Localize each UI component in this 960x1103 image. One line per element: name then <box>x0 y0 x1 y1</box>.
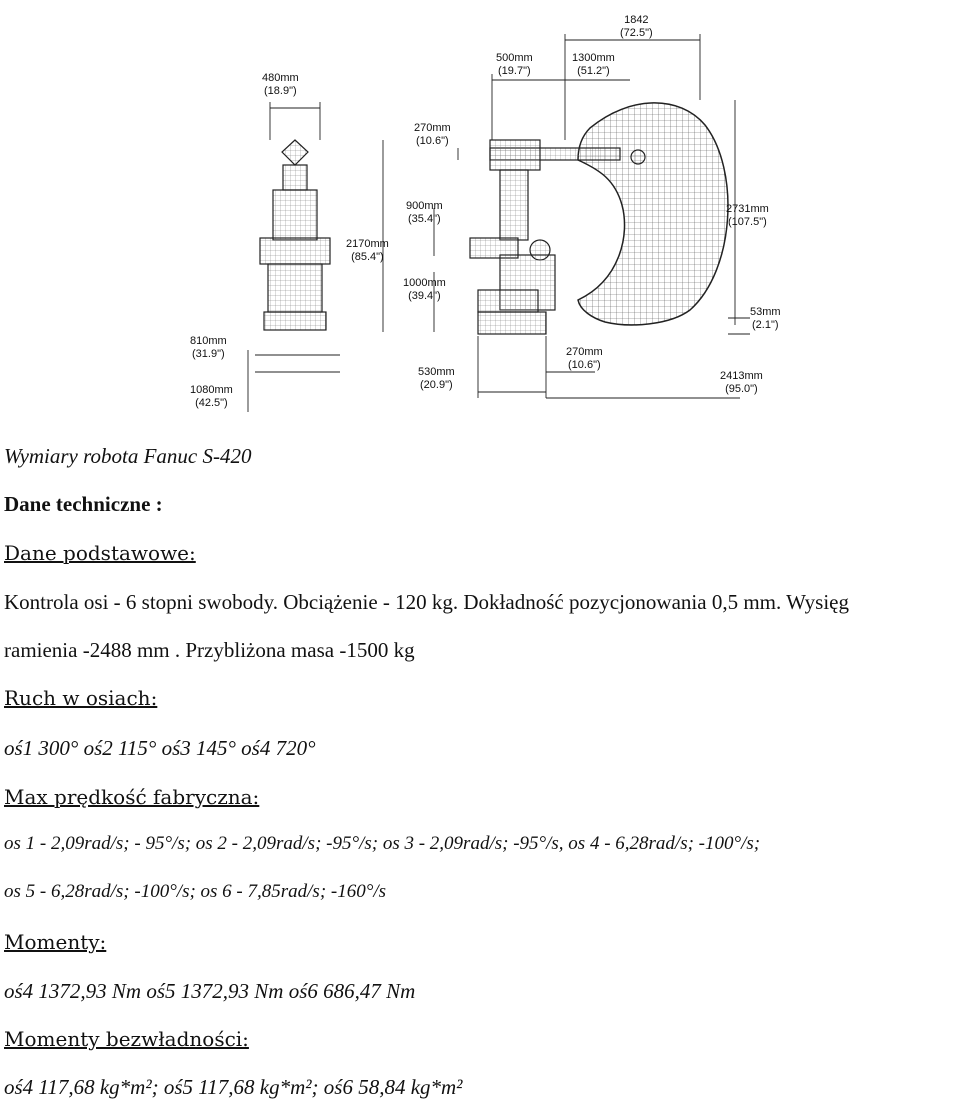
heading-axis-motion: Ruch w osiach: <box>4 686 158 710</box>
dim-480: 480mm (18.9") <box>262 72 299 97</box>
dim-900: 900mm (35.4") <box>406 200 443 225</box>
heading-basic-data: Dane podstawowe: <box>4 541 196 565</box>
max-speed-line-1: os 1 - 2,09rad/s; - 95°/s; os 2 - 2,09rad/s; -95°/s; os 3 - 2,09rad/s; -95°/s, os 4 - 6,28rad/s; -100°/s; <box>4 833 761 854</box>
robot-drawing <box>160 0 800 420</box>
figure-caption: Wymiary robota Fanuc S-420 <box>4 444 252 468</box>
heading-inertia: Momenty bezwładności: <box>4 1027 249 1051</box>
dim-2731: 2731mm (107.5") <box>726 203 769 228</box>
robot-dimension-figure <box>160 0 800 420</box>
section-title: Dane techniczne : <box>4 492 163 516</box>
heading-moments: Momenty: <box>4 930 107 954</box>
dim-1000: 1000mm (39.4") <box>403 277 446 302</box>
max-speed-line-2: os 5 - 6,28rad/s; -100°/s; os 6 - 7,85rad/s; -160°/s <box>4 881 387 902</box>
dim-53: 53mm (2.1") <box>750 306 781 331</box>
axis-motion-values: oś1 300° oś2 115° oś3 145° oś4 720° <box>4 736 316 760</box>
dim-1842: 1842 (72.5") <box>620 14 653 39</box>
robot-front-view <box>260 140 330 330</box>
heading-max-speed: Max prędkość fabryczna: <box>4 785 260 809</box>
dim-2413: 2413mm (95.0") <box>720 370 763 395</box>
basic-data-line-1: Kontrola osi - 6 stopni swobody. Obciążenie - 120 kg. Dokładność pozycjonowania 0,5 mm. Wysięg <box>4 590 850 614</box>
dim-2170: 2170mm (85.4") <box>346 238 389 263</box>
inertia-values: oś4 117,68 kg*m²; oś5 117,68 kg*m²; oś6 58,84 kg*m² <box>4 1075 463 1099</box>
basic-data-line-2: ramienia -2488 mm . Przybliżona masa -1500 kg <box>4 638 415 662</box>
dim-270-bottom: 270mm (10.6") <box>566 346 603 371</box>
dim-1300: 1300mm (51.2") <box>572 52 615 77</box>
dim-1080: 1080mm (42.5") <box>190 384 233 409</box>
dim-530: 530mm (20.9") <box>418 366 455 391</box>
dim-500: 500mm (19.7") <box>496 52 533 77</box>
moments-values: oś4 1372,93 Nm oś5 1372,93 Nm oś6 686,47 Nm <box>4 979 416 1003</box>
dim-810: 810mm (31.9") <box>190 335 227 360</box>
work-envelope <box>578 103 728 325</box>
dim-270-top: 270mm (10.6") <box>414 122 451 147</box>
